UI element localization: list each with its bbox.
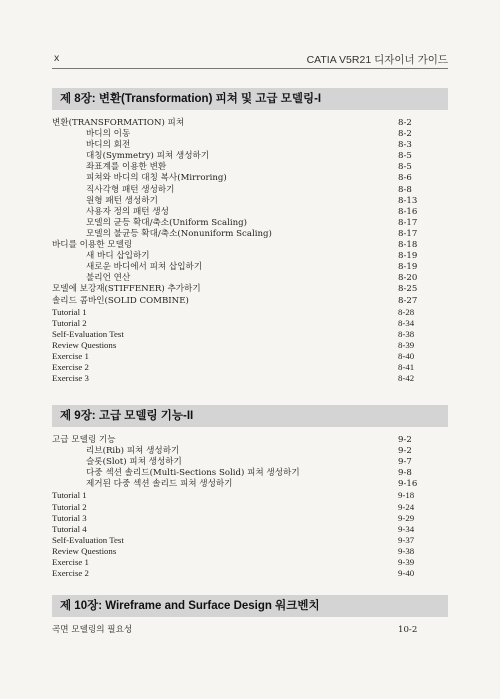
toc-page-number: 8-17 [398, 228, 418, 239]
toc-page-number: 8-19 [398, 251, 418, 262]
toc-entry [52, 196, 448, 207]
toc-chapter-9 [52, 405, 448, 579]
toc-entry-title: 사용자 정의 패턴 생성 [86, 206, 169, 217]
toc-entry [52, 185, 448, 196]
toc-entry [52, 535, 448, 546]
toc-entry [52, 468, 448, 479]
toc-page-number: 8-6 [398, 173, 412, 184]
toc-page-number: 8-8 [398, 184, 412, 195]
toc-page-number: 9-16 [398, 479, 418, 490]
toc-page-number: 8-18 [398, 240, 418, 251]
toc-entry [52, 151, 448, 162]
toc-entry-title: 리브(Rib) 피쳐 생성하기 [86, 446, 180, 457]
toc-entry-title: 새 바디 삽입하기 [86, 251, 150, 262]
toc-entry [52, 490, 448, 501]
toc-entry-title: 바디의 이동 [86, 129, 131, 140]
toc-page-number: 9-34 [398, 523, 415, 534]
toc-entry-title: 곡면 모델링의 필요성 [52, 625, 133, 635]
toc-entry [52, 479, 448, 490]
toc-entry-title: 좌표계를 이용한 변환 [86, 162, 167, 173]
toc-entry-title: Tutorial 2 [52, 501, 87, 512]
toc-page-number: 9-29 [398, 512, 415, 523]
toc-entry-title: 불리언 연산 [86, 273, 131, 284]
toc-page-number: 8-38 [398, 328, 415, 339]
toc-entry-title: Exercise 2 [52, 568, 89, 579]
toc-page-number: 8-13 [398, 195, 418, 206]
toc-page-number: 9-7 [398, 457, 412, 468]
header-book-title: CATIA V5R21 디자이너 가이드 [306, 54, 448, 66]
toc-page-number: 8-42 [398, 373, 415, 384]
toc-page-number: 9-2 [398, 435, 412, 445]
toc-entry [52, 162, 448, 173]
chapter-title: 제 10장: Wireframe and Surface Design 워크벤치 [52, 595, 448, 617]
toc-page-number: 8-39 [398, 339, 415, 350]
toc-entry-title: 새로운 바디에서 피쳐 삽입하기 [86, 262, 203, 273]
toc-entry [52, 207, 448, 218]
toc-entry [52, 457, 448, 468]
toc-entry-title: 변환(TRANSFORMATION) 피쳐 [52, 118, 185, 128]
toc-entry [52, 251, 448, 262]
toc-page-number: 10-2 [398, 625, 418, 635]
header-rule [52, 68, 448, 69]
toc-entry [52, 296, 448, 307]
chapter-title: 제 9장: 고급 모델링 기능-II [52, 405, 448, 427]
toc-page-number: 9-2 [398, 446, 412, 457]
toc-entry-title: 모델의 불균등 확대/축소(Nonuniform Scaling) [86, 228, 272, 239]
toc-entry [52, 118, 448, 129]
toc-entry [52, 446, 448, 457]
toc-entry-title: Review Questions [52, 545, 117, 556]
toc-entry-title: Tutorial 1 [52, 306, 87, 317]
toc-entry-title: 솔리드 콤바인(SOLID COMBINE) [52, 295, 189, 306]
toc-page-number: 8-17 [398, 217, 418, 228]
chapter-title: 제 8장: 변환(Transformation) 피쳐 및 고급 모델링-I [52, 88, 448, 110]
toc-entry-title: Tutorial 2 [52, 317, 87, 328]
toc-entry [52, 273, 448, 284]
toc-page-number: 9-39 [398, 557, 415, 568]
toc-entry-title: 피쳐와 바디의 대칭 복사(Mirroring) [86, 173, 227, 184]
toc-entry [52, 140, 448, 151]
running-header [52, 50, 448, 68]
toc-page-number: 8-41 [398, 362, 415, 373]
toc-page-number: 8-40 [398, 350, 415, 361]
toc-entry-title: 고급 모델링 기능 [52, 435, 116, 445]
toc-page-number: 8-3 [398, 140, 412, 151]
toc-entry [52, 284, 448, 295]
toc-entry-title: 바디의 회전 [86, 140, 131, 151]
toc-entry-title: Exercise 3 [52, 373, 89, 384]
toc-entry [52, 229, 448, 240]
toc-page-number: 9-40 [398, 568, 415, 579]
toc-entry-title: Tutorial 3 [52, 512, 87, 523]
toc-page-number: 8-16 [398, 206, 418, 217]
toc-entry [52, 524, 448, 535]
toc-entry [52, 546, 448, 557]
toc-chapter-8 [52, 88, 448, 384]
toc-page-number: 9-38 [398, 545, 415, 556]
toc-entry-title: 바디를 이용한 모델링 [52, 240, 133, 251]
header-page-number: x [54, 52, 60, 64]
toc-entry [52, 307, 448, 318]
toc-entry [52, 318, 448, 329]
toc-entry [52, 129, 448, 140]
toc-page-number: 9-37 [398, 534, 415, 545]
toc-entry [52, 329, 448, 340]
toc-page-number: 8-5 [398, 151, 412, 162]
toc-page-number: 8-20 [398, 273, 418, 284]
toc-entry-title: Exercise 1 [52, 557, 89, 568]
toc-entry [52, 557, 448, 568]
toc-entry-title: 모델에 보강재(STIFFENER) 추가하기 [52, 284, 201, 295]
toc-entry-title: 슬롯(Slot) 피쳐 생성하기 [86, 457, 182, 468]
toc-entry-title: 다중 섹션 솔리드(Multi-Sections Solid) 피쳐 생성하기 [86, 468, 300, 479]
toc-entry-title: Tutorial 1 [52, 490, 87, 501]
toc-page-number: 8-28 [398, 306, 415, 317]
toc-entry [52, 362, 448, 373]
toc-entry [52, 173, 448, 184]
toc-entry [52, 218, 448, 229]
toc-entry-title: Self-Evaluation Test [52, 328, 124, 339]
toc-entry [52, 513, 448, 524]
toc-entry-title: 직사각형 패턴 생성하기 [86, 184, 175, 195]
toc-entry-title: 모델의 균등 확대/축소(Uniform Scaling) [86, 217, 248, 228]
toc-entry-title: 제거된 다중 섹션 솔리드 피쳐 생성하기 [86, 479, 233, 490]
toc-page-number: 8-2 [398, 118, 412, 128]
toc-entry-title: Exercise 1 [52, 350, 89, 361]
toc-chapter-10 [52, 595, 448, 636]
toc-page-number: 8-25 [398, 284, 418, 295]
toc-entry [52, 373, 448, 384]
toc-page-number: 8-5 [398, 162, 412, 173]
toc-entry-title: Tutorial 4 [52, 523, 87, 534]
toc-entry [52, 262, 448, 273]
toc-entry [52, 568, 448, 579]
toc-entry [52, 340, 448, 351]
toc-entry-title: 대칭(Symmetry) 피쳐 생성하기 [86, 151, 210, 162]
toc-page-number: 9-8 [398, 468, 412, 479]
toc-entry-title: Exercise 2 [52, 362, 89, 373]
toc-entry-title: Self-Evaluation Test [52, 534, 124, 545]
toc-page-number: 9-24 [398, 501, 415, 512]
toc-entry-title: Review Questions [52, 339, 117, 350]
toc-page-number: 8-19 [398, 262, 418, 273]
toc-entry [52, 502, 448, 513]
toc-page-number: 9-18 [398, 490, 415, 501]
toc-entry-title: 원형 패턴 생성하기 [86, 195, 158, 206]
toc-entry [52, 351, 448, 362]
toc-entry [52, 435, 448, 446]
toc-page-number: 8-27 [398, 295, 418, 306]
toc-entry [52, 240, 448, 251]
toc-page-number: 8-2 [398, 129, 412, 140]
toc-entry [52, 625, 448, 636]
toc-page-number: 8-34 [398, 317, 415, 328]
